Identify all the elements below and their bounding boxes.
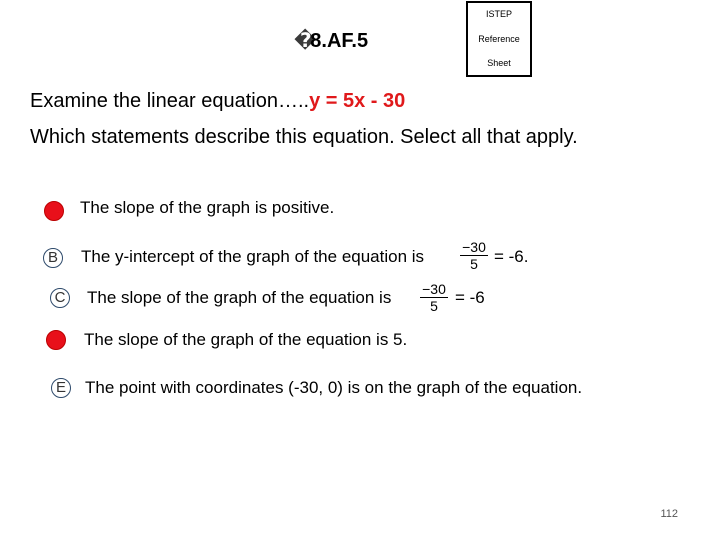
option-c-marker[interactable]: C [50, 288, 70, 308]
question-equation: y = 5x - 30 [309, 90, 406, 112]
option-d-text: The slope of the graph of the equation is 5. [84, 330, 408, 349]
question-line-1 [30, 90, 405, 113]
option-c-text: The slope of the graph of the equation is [87, 288, 392, 307]
option-c-fraction-numerator: −30 [420, 281, 448, 298]
option-c-fraction-denominator: 5 [430, 298, 438, 314]
standard-title [294, 28, 368, 53]
page-number: 112 [660, 508, 678, 520]
replacement-glyph: � [294, 30, 317, 52]
reference-line-3: Sheet [487, 58, 511, 68]
option-c-result: = -6 [455, 288, 485, 307]
option-b-fraction-denominator: 5 [470, 256, 478, 272]
option-a-marker-selected[interactable] [44, 201, 64, 221]
question-prefix: Examine the linear equation….. [30, 90, 310, 112]
option-d-marker-selected[interactable] [46, 330, 66, 350]
option-e-text: The point with coordinates (-30, 0) is on the graph of the equation. [85, 378, 583, 397]
reference-line-1: ISTEP [485, 9, 512, 19]
option-a-text: The slope of the graph is positive. [80, 198, 335, 217]
option-c-fraction [420, 281, 448, 314]
option-b-text: The y-intercept of the graph of the equation is [81, 247, 425, 266]
standard-code: 8.AF.5 [310, 30, 369, 52]
option-b-result: = -6. [494, 247, 529, 266]
option-b-marker[interactable]: B [43, 248, 63, 268]
option-e-marker[interactable]: E [51, 378, 71, 398]
reference-sheet-box[interactable] [466, 1, 532, 77]
option-b-fraction-numerator: −30 [460, 239, 488, 256]
option-b-fraction [460, 239, 488, 272]
question-line-2: Which statements describe this equation. Select all that apply. [30, 126, 578, 148]
reference-line-2: Reference [478, 34, 520, 44]
